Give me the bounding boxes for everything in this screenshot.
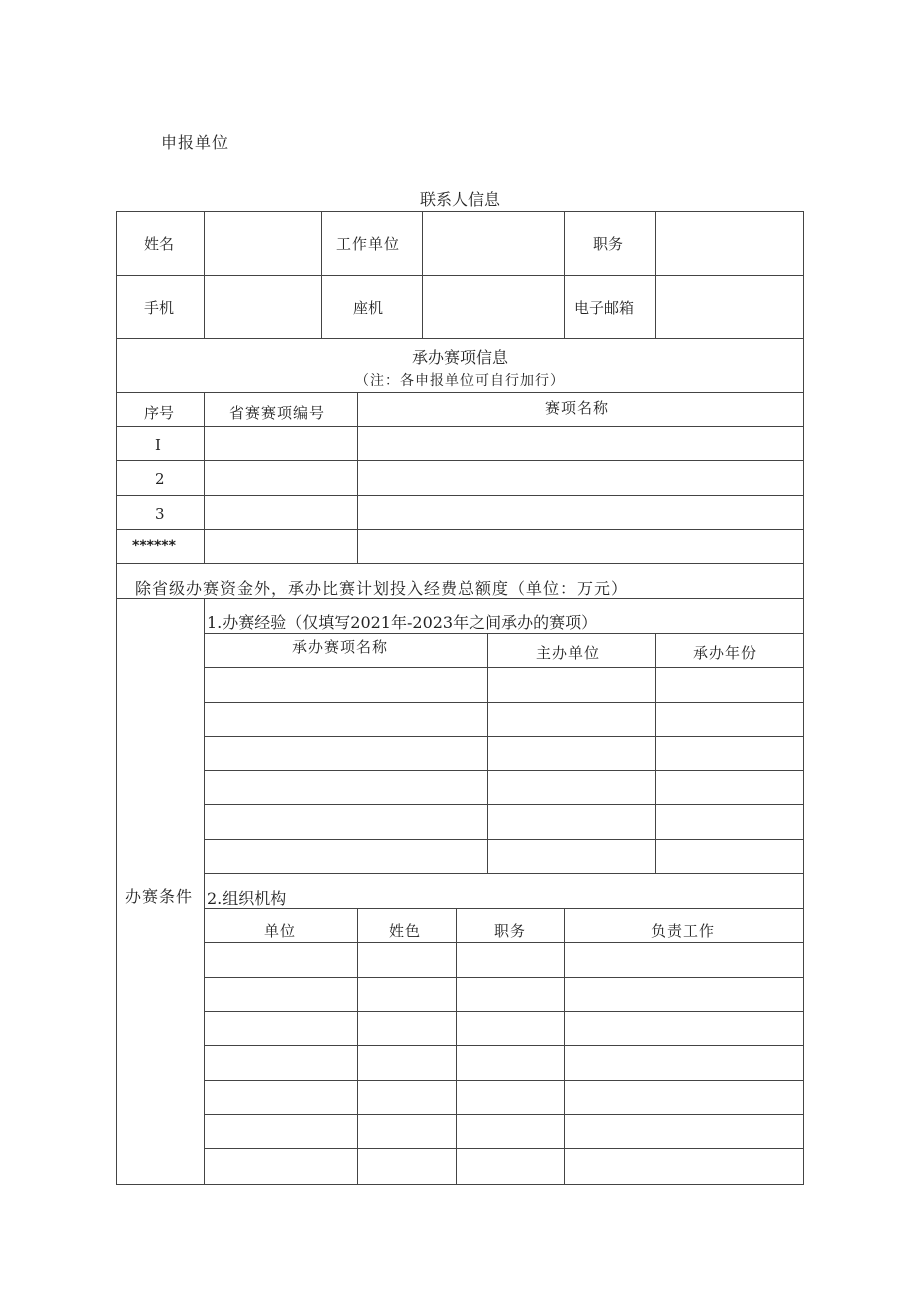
row-divider [116,392,804,393]
row-divider [204,770,804,771]
events-row-seq: 2 [155,470,165,488]
table-border-bottom [116,1184,804,1185]
row-divider [204,977,804,978]
events-section-title: 承办赛项信息 [411,348,508,367]
row-divider [204,667,804,668]
experience-title: 1.办赛经验（仅填写2021年-2023年之间承办的赛项） [207,613,598,632]
events-row-seq: ****** [132,538,176,554]
col-divider [321,211,322,339]
col-divider [357,908,358,1185]
mobile-label: 手机 [144,299,175,317]
organization-header-name: 姓色 [389,922,422,940]
row-divider [204,1011,804,1012]
table-border-top [116,211,804,212]
col-divider [564,211,565,339]
events-header-name: 赛项名称 [545,399,610,417]
col-divider [422,211,423,339]
col-divider [655,633,656,874]
work-unit-label: 工作单位 [336,235,401,253]
landline-label: 座机 [353,299,384,317]
name-field[interactable] [206,213,320,274]
col-divider [487,633,488,874]
work-unit-field[interactable] [424,213,563,274]
contact-section-title: 联系人信息 [419,190,500,209]
landline-field[interactable] [424,277,563,337]
position-label: 职务 [593,235,624,253]
row-divider [204,873,804,874]
col-divider [204,211,205,339]
row-divider [116,529,804,530]
col-divider [655,211,656,339]
col-divider [564,908,565,1185]
email-field[interactable] [657,277,802,337]
row-divider [204,1148,804,1149]
email-label: 电子邮箱 [574,299,635,317]
events-row-seq: 3 [155,505,165,523]
row-divider [204,804,804,805]
col-divider [204,392,205,564]
events-section-note: （注：各申报单位可自行加行） [355,373,565,389]
organization-header-unit: 单位 [264,922,297,940]
organization-header-position: 职务 [494,922,527,940]
row-divider [116,495,804,496]
organization-header-duty: 负责工作 [651,922,716,940]
table-border-right [803,211,804,1185]
name-label: 姓名 [144,235,175,253]
organization-title: 2.组织机构 [207,889,287,908]
col-divider [357,392,358,564]
row-divider [204,1114,804,1115]
row-divider [204,942,804,943]
events-header-code: 省赛赛项编号 [229,404,326,422]
row-divider [204,908,804,909]
funding-label: 除省级办赛资金外，承办比赛计划投入经费总额度（单位：万元） [135,579,629,598]
row-divider [204,839,804,840]
experience-header-host: 主办单位 [536,644,601,662]
row-divider [204,736,804,737]
row-divider [116,460,804,461]
row-divider [204,633,804,634]
experience-header-event: 承办赛项名称 [292,638,389,656]
applicant-unit-label: 申报单位 [161,133,230,152]
row-divider [204,1080,804,1081]
col-divider [456,908,457,1185]
row-divider [116,563,804,564]
row-divider [116,338,804,339]
row-divider [116,275,804,276]
experience-header-year: 承办年份 [693,644,758,662]
events-row-seq: I [155,436,161,454]
mobile-field[interactable] [206,277,320,337]
row-divider [204,702,804,703]
position-field[interactable] [657,213,802,274]
row-divider [204,1045,804,1046]
col-divider [204,598,205,1185]
events-header-seq: 序号 [144,404,175,422]
conditions-side-label: 办赛条件 [125,887,194,906]
row-divider [116,426,804,427]
